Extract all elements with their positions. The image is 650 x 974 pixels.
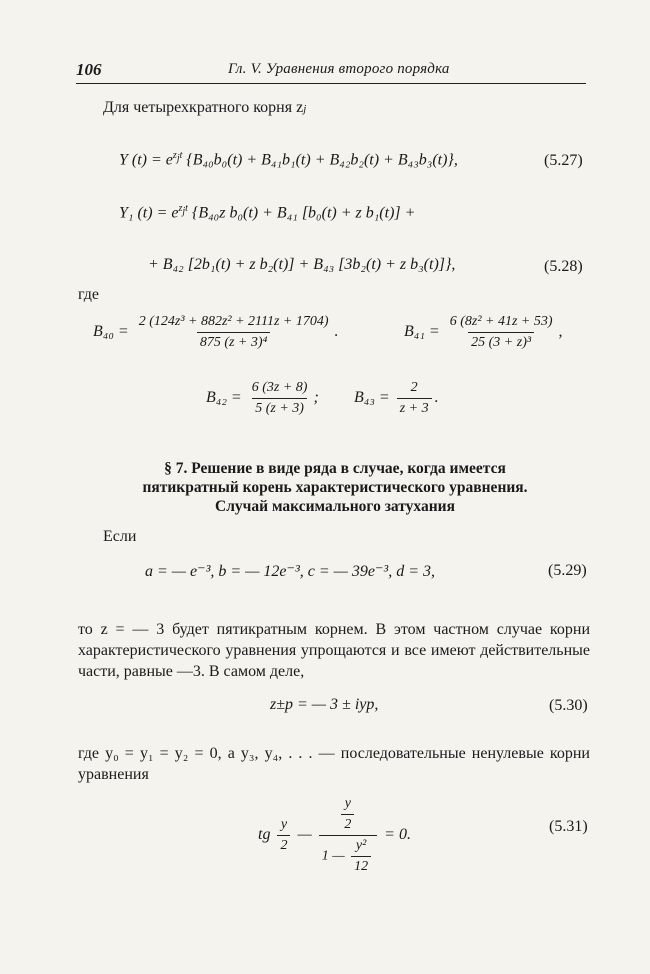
equation-number-5-30: (5.30) [549, 697, 588, 714]
esli-text: Если [103, 528, 137, 545]
page-number: 106 [76, 60, 102, 79]
b42-denominator: 5 (z + 3) [252, 398, 307, 417]
paragraph-2: где y₀ = y₁ = y₂ = 0, а y₃, y₄, . . . — последовательные ненулевые корни уравнения [78, 745, 590, 783]
paragraph-1: то z = — 3 будет пятикратным корнем. В этом частном случае корни характеристического уравнения упрощаются и все имеют действительные части, равные —3. В самом деле, [78, 621, 590, 680]
b41-denominator: 25 (3 + z)³ [468, 332, 534, 351]
b40-numerator: 2 (124z³ + 882z² + 2111z + 1704) [138, 314, 329, 329]
equation-5-29: a = — e⁻³, b = — 12e⁻³, c = — 39e⁻³, d = 3, [145, 563, 435, 580]
equation-5-28-line1: Y₁ $(t) = e^{z_jt}$ {B₄₀z b₀(t) + B₄₁ [b₀(t) + z b₁(t)] + [119, 203, 416, 222]
equation-number-5-28: (5.28) [544, 258, 583, 275]
b40-formula: B₄₀ = $\frac{\text{2 (124z³ + 882z² + 2111z + 1704)}}{\text{875 (z + 3)⁴}}$ . [93, 314, 339, 350]
b41-formula: B₄₁ = $\frac{\text{6 (8z² + 41z + 53)}}{\text{25 (3 + z)³}}$ , [404, 314, 563, 350]
where-label: где [78, 286, 100, 303]
equation-5-31: tg $\frac{y}{2}$ — $\frac{y}{2}$ 1 — $\frac{\text{y²}}{12}$ = 0. [258, 796, 411, 874]
section-heading-line3: Случай максимального затухания [215, 498, 455, 515]
equation-5-27: Y $(t) = e^{z_jt}$ {B₄₀b₀(t) + B₄₁b₁(t) + B₄₂b₂(t) + B₄₃b₃(t)}, [119, 150, 458, 169]
running-title: Гл. V. Уравнения второго порядка [228, 61, 450, 77]
equation-number-5-31: (5.31) [549, 818, 588, 835]
header-rule [76, 83, 586, 84]
equation-5-28-line2: + B₄₂ [2b₁(t) + z b₂(t)] + B₄₃ [3b₂(t) + z b₃(t)]}, [148, 256, 456, 273]
b43-denominator: z + 3 [397, 398, 432, 417]
equation-5-30: z±p = — 3 ± iyp, [270, 696, 379, 713]
b42-formula: B₄₂ = $\frac{6 (3z + 8)}{5 (z + 3)}$ ; [206, 380, 319, 416]
b43-numerator: 2 [410, 380, 418, 395]
b43-formula: B₄₃ = $\frac{2}{z + 3}$ . [354, 380, 439, 416]
intro-text: Для четырехкратного корня zj [103, 99, 307, 116]
b41-numerator: 6 (8z² + 41z + 53) [449, 314, 553, 329]
b40-denominator: 875 (z + 3)⁴ [197, 332, 271, 351]
section-heading-line2: пятикратный корень характеристического уравнения. [142, 479, 528, 496]
equation-number-5-29: (5.29) [548, 562, 587, 579]
section-heading [85, 459, 585, 516]
section-heading-line1: § 7. Решение в виде ряда в случае, когда имеется [164, 460, 506, 477]
equation-number-5-27: (5.27) [544, 152, 583, 169]
b42-numerator: 6 (3z + 8) [251, 380, 308, 395]
